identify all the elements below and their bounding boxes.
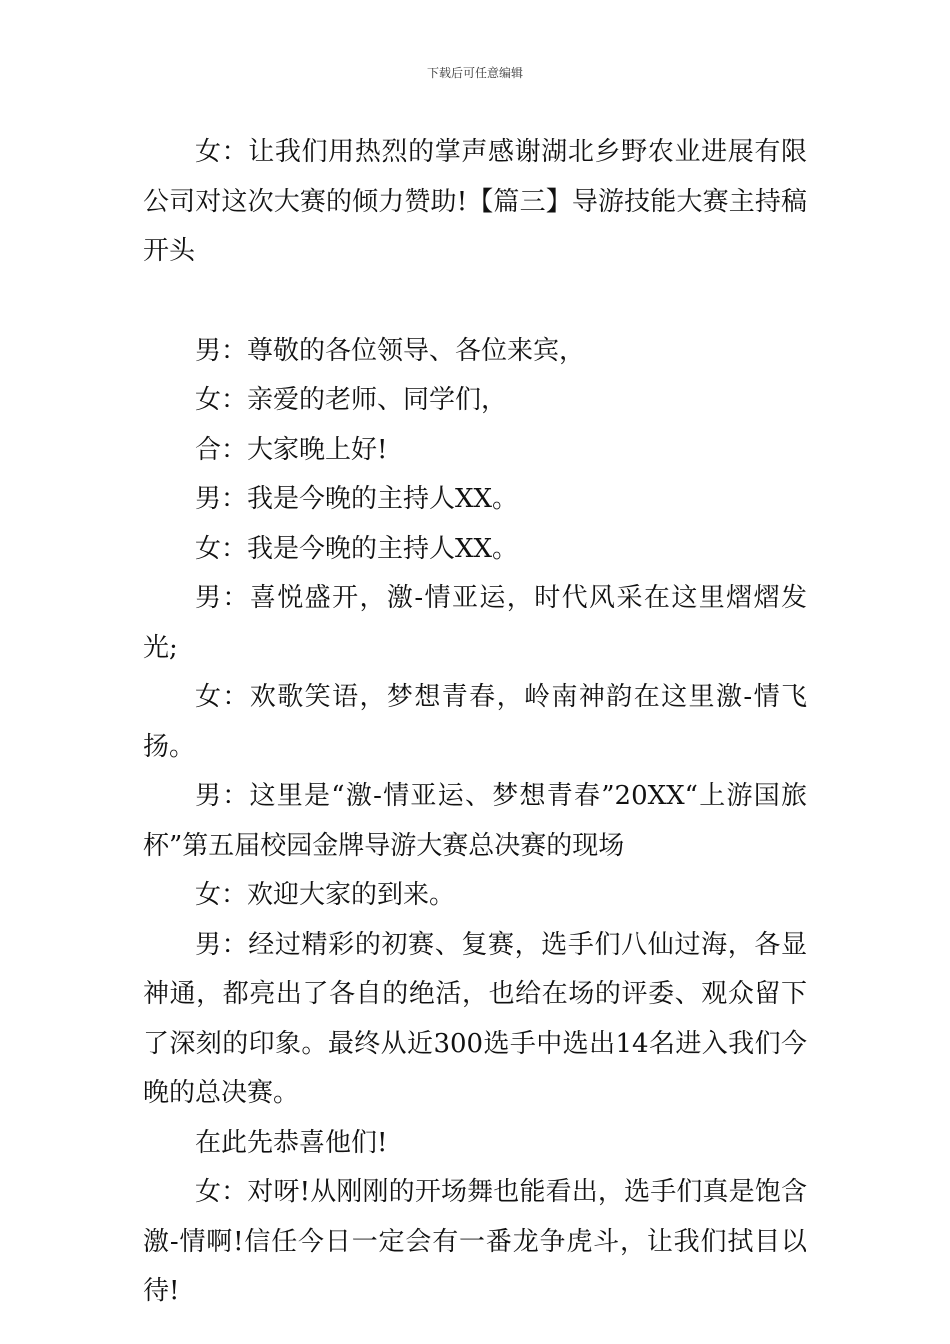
paragraph-13: 女：对呀!从刚刚的开场舞也能看出，选手们真是饱含激-情啊!信任今日一定会有一番龙争虎斗，让我们拭目以待! xyxy=(143,1177,807,1306)
paragraph-3: 女：亲爱的老师、同学们， xyxy=(195,385,508,415)
paragraph-4: 合：大家晚上好! xyxy=(195,434,388,465)
header-note: 下载后可任意编辑 xyxy=(426,66,523,80)
paragraph-5: 男：我是今晚的主持人XX。 xyxy=(195,484,519,514)
paragraph-9: 男：这里是“激-情亚运、梦想青春”20XX“上游国旅杯”第五届校园金牌导游大赛总决赛的现场 xyxy=(143,781,807,861)
paragraph-8: 女：欢歌笑语，梦想青春，岭南神韵在这里激-情飞扬。 xyxy=(143,682,807,762)
paragraph-2: 男：尊敬的各位领导、各位来宾， xyxy=(195,335,586,366)
paragraph-7: 男：喜悦盛开，激-情亚运，时代风采在这里熠熠发光; xyxy=(143,583,807,663)
paragraph-6: 女：我是今晚的主持人XX。 xyxy=(195,533,519,564)
paragraph-10: 女：欢迎大家的到来。 xyxy=(195,880,456,910)
paragraph-12: 在此先恭喜他们! xyxy=(195,1127,388,1158)
document-body xyxy=(143,128,807,1317)
paragraph-1: 女：让我们用热烈的掌声感谢湖北乡野农业进展有限公司对这次大赛的倾力赞助!【篇三】导游技能大赛主持稿开头 xyxy=(143,137,807,266)
paragraph-11: 男：经过精彩的初赛、复赛，选手们八仙过海，各显神通，都亮出了各自的绝活，也给在场的评委、观众留下了深刻的印象。最终从近300选手中选出14名进入我们今晚的总决赛。 xyxy=(143,929,807,1108)
blank-line xyxy=(143,277,807,327)
